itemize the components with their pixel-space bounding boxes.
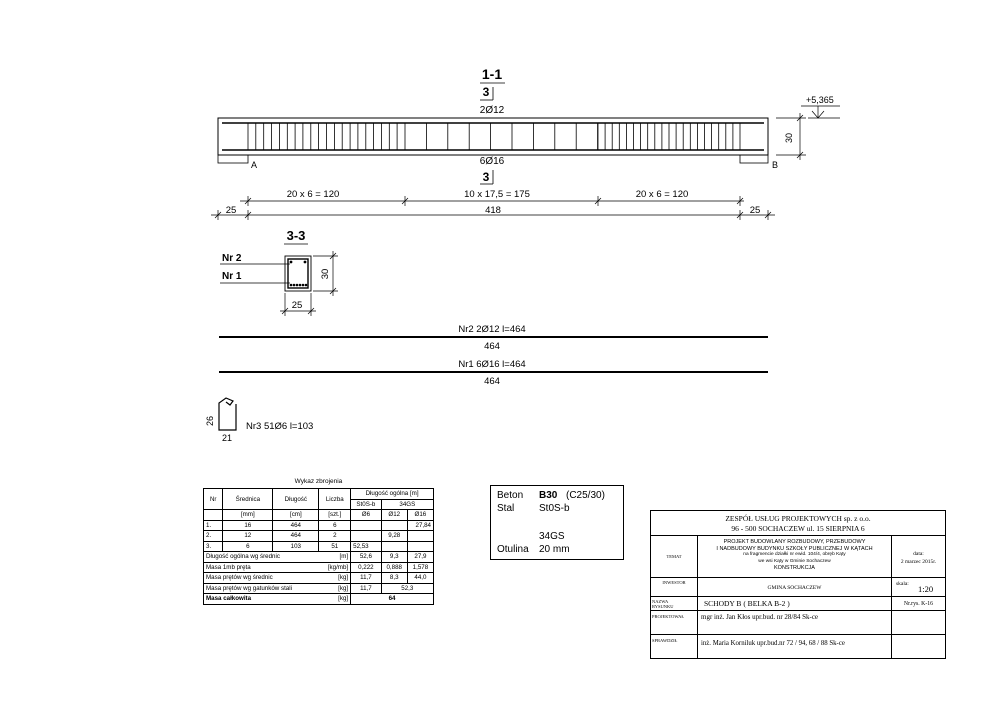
temat-line: we wsi Kąty w Gminie Sochaczew (758, 558, 831, 564)
bar-nr1-label: Nr1 6Ø16 l=464 (458, 359, 526, 370)
scale-value: 1:20 (918, 584, 934, 594)
beton-class: B30 (539, 490, 558, 501)
rebar-table (203, 488, 434, 605)
sum-row-mass-grade: Masa prętów wg gatunków stali [kg] 11,7 52,3 (204, 583, 434, 594)
th-d12: Ø12 (381, 510, 407, 521)
name-label (651, 597, 698, 611)
date-value: 2 marzec 2015r. (900, 559, 937, 565)
cut-mark-top: 3 (482, 85, 490, 99)
stal-value-2: 34GS (539, 531, 565, 542)
support-b (740, 155, 768, 163)
table-row: 3. 6 103 51 52,53 (204, 541, 434, 552)
company-address: 96 - 500 SOCHACZEW ul. 15 SIERPNIA 6 (731, 523, 865, 533)
section-height-value: 30 (320, 268, 331, 280)
bar-nr2-length: 464 (484, 341, 500, 352)
th-steel-1: St0S-b (351, 499, 382, 510)
section-top-bars (290, 261, 307, 264)
th-d16: Ø16 (407, 510, 433, 521)
temat-line: I NADBUDOWY BUDYNKU SZKOŁY PUBLICZNEJ W KĄTACH (716, 545, 873, 552)
height-dim-value: 30 (784, 132, 794, 144)
th-steel-2: 34GS (381, 499, 433, 510)
support-a (218, 155, 248, 163)
bar-nr1-length: 464 (484, 376, 500, 387)
section-width-value: 25 (291, 300, 303, 311)
company-header (651, 511, 945, 536)
sum-row-length: Długość ogólna wg średnic [m] 52,6 9,3 27,9 (204, 552, 434, 563)
overall-dim-mid: 418 (485, 205, 501, 216)
level-mark (801, 106, 840, 118)
drawing-name: SCHODY B ( BELKA B-2 ) (698, 597, 892, 611)
checker-value: inż. Maria Korniluk upr.bud.nr 72 / 94, 68 / 88 Sk-ce (698, 635, 892, 658)
scale-cell (892, 578, 945, 597)
th-unit-cm: [cm] (273, 510, 319, 521)
stirrup-dim-a: 26 (205, 415, 215, 427)
beton-extra: (C25/30) (566, 490, 605, 501)
section-label-1-1: 1-1 (481, 66, 503, 82)
date-label: data: (913, 551, 924, 557)
table-row: 2. 12 464 2 9,28 (204, 531, 434, 542)
stirrup-dim-1: 20 x 6 = 120 (286, 189, 340, 200)
support-b-label: B (772, 160, 779, 170)
stirrup-label: Nr3 51Ø6 l=103 (246, 421, 314, 432)
temat-line: KONSTRUKCJA (774, 565, 815, 572)
section-bar-label-1: Nr 1 (222, 271, 242, 282)
date-cell (892, 536, 945, 578)
overall-dim-left: 25 (225, 205, 237, 216)
th-length: Długość (273, 489, 319, 510)
rebar-table-caption: Wykaz zbrojenia (294, 478, 343, 485)
level-value: +5,365 (806, 95, 834, 105)
temat-line: na fragmencie działki nr ewid. 104/4, obręb Kąty (743, 552, 846, 558)
th-nr: Nr (204, 489, 223, 510)
support-a-label: A (251, 160, 258, 170)
designer-sign (892, 611, 945, 635)
table-row: 1. 16 464 6 27,84 (204, 520, 434, 531)
stal-label: Stal (497, 503, 515, 514)
sum-row-unit-mass: Masa 1mb pręta [kg/mb] 0,222 0,888 1,578 (204, 562, 434, 573)
th-unit-mm: [mm] (223, 510, 273, 521)
title-block (650, 510, 946, 659)
otulina-value: 20 mm (539, 544, 570, 555)
otulina-label: Otulina (497, 544, 529, 555)
name-label-line: NAZWA (652, 599, 669, 604)
stirrup-shape (219, 398, 236, 430)
th-total-length: Długość ogólna [m] (351, 489, 434, 500)
designer-value: mgr inż. Jan Kłos upr.bud. nr 28/84 Sk-ce (698, 611, 892, 635)
section-bottom-bars (290, 284, 308, 287)
temat-label: TEMAT (651, 536, 698, 578)
inwestor-label: INWESTOR (651, 578, 698, 597)
th-count: Liczba (319, 489, 351, 510)
sum-row-mass-diam: Masa prętów wg średnic [kg] 11,7 8,3 44,0 (204, 573, 434, 584)
th-diameter: Średnica (223, 489, 273, 510)
company-name: ZESPÓŁ USŁUG PROJEKTOWYCH sp. z o.o. (725, 514, 871, 523)
section-bar-label-2: Nr 2 (222, 253, 242, 264)
drawing-number: Nr.rys. K-16 (892, 597, 945, 611)
beton-label: Beton (497, 490, 524, 501)
section-label-3-3: 3-3 (286, 228, 306, 243)
cut-mark-bottom: 3 (482, 170, 490, 184)
stirrup-dim-3: 20 x 6 = 120 (635, 189, 689, 200)
designer-label: PROJEKTOWAŁ (651, 611, 698, 635)
bottom-bars-label: 6Ø16 (479, 156, 505, 167)
temat-text (698, 536, 892, 578)
inwestor-value: GMINA SOCHACZEW (698, 578, 892, 597)
stirrups (248, 123, 740, 150)
sum-row-total: Masa całkowita [kg] 64 (204, 594, 434, 605)
name-label-line: RYSUNKU (652, 604, 674, 609)
stirrup-dim-2: 10 x 17,5 = 175 (464, 189, 530, 200)
th-unit-szt: [szt.] (319, 510, 351, 521)
bar-nr2-label: Nr2 2Ø12 l=464 (458, 324, 526, 335)
temat-line: PROJEKT BUDOWLANY ROZBUDOWY, PRZEBUDOWY (723, 539, 866, 545)
materials-box (490, 485, 624, 560)
top-bars-label: 2Ø12 (479, 105, 505, 116)
checker-sign (892, 635, 945, 658)
stirrup-dim-b: 21 (221, 433, 233, 443)
stal-value-1: St0S-b (539, 503, 570, 514)
th-d6: Ø6 (351, 510, 382, 521)
checker-label: SPRAWDZIŁ (651, 635, 698, 658)
overall-dim-right: 25 (749, 205, 761, 216)
th-unit-blank (204, 510, 223, 521)
scale-label: skala: (896, 581, 909, 587)
